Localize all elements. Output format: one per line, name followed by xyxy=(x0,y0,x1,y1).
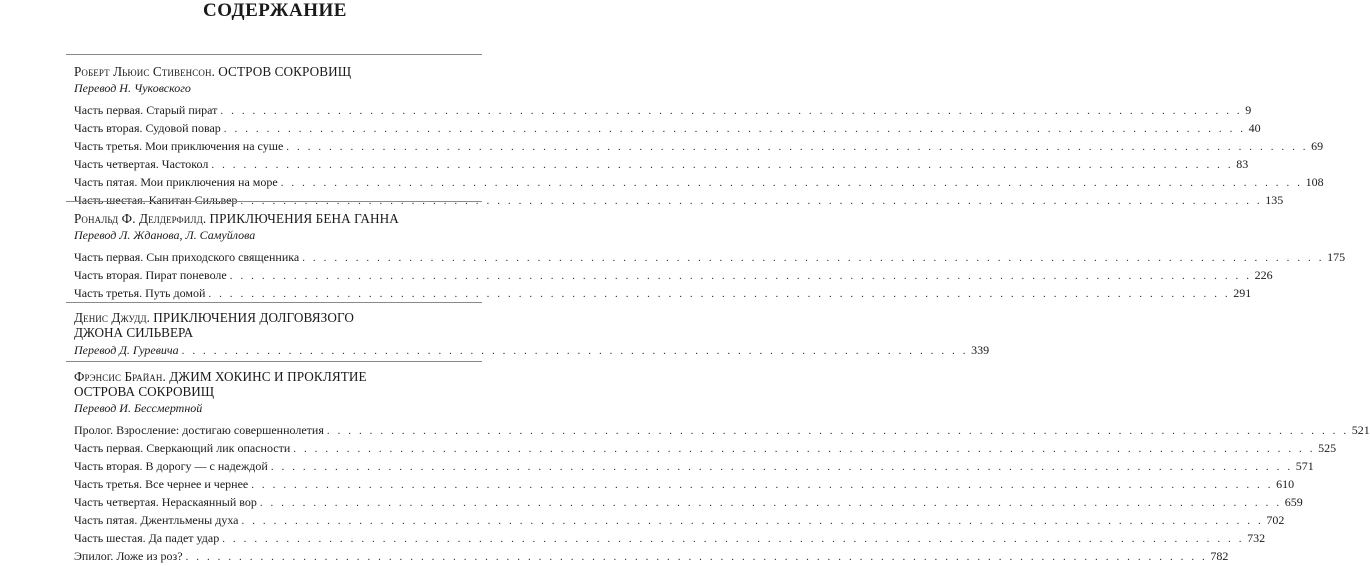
page-number: 732 xyxy=(1247,531,1266,545)
book-title-line-2: ДЖОНА СИЛЬВЕРА xyxy=(74,325,194,340)
section-divider xyxy=(66,302,482,303)
toc-entry[interactable] xyxy=(74,475,1295,493)
page-number: 226 xyxy=(1254,268,1273,282)
page-number: 525 xyxy=(1318,441,1337,455)
author-name: Фрэнсис Брайан. xyxy=(74,369,166,384)
toc-entry[interactable] xyxy=(74,266,1273,284)
translator-credit: Перевод Д. Гуревича xyxy=(74,343,179,357)
toc-entry[interactable] xyxy=(74,547,1229,565)
toc-entry[interactable] xyxy=(74,284,1252,302)
page-number: 339 xyxy=(971,343,990,357)
toc-entry[interactable] xyxy=(74,439,1337,457)
chapter-title: Эпилог. Ложе из роз? xyxy=(74,549,183,563)
page-number: 83 xyxy=(1236,157,1249,171)
chapter-title: Часть четвертая. Нераскаянный вор xyxy=(74,495,257,509)
translator-credit: Перевод И. Бессмертной xyxy=(74,401,203,415)
dot-leader xyxy=(281,174,1303,192)
translator-credit: Перевод Л. Жданова, Л. Самуйлова xyxy=(74,228,256,242)
author-name: Денис Джудд. xyxy=(74,310,150,325)
toc-entry[interactable] xyxy=(74,342,990,358)
toc-section-treasure-island xyxy=(74,64,1324,209)
toc-entry[interactable] xyxy=(74,493,1303,511)
toc-section-jim-hawkins xyxy=(74,369,1370,565)
toc-entry[interactable] xyxy=(74,191,1284,209)
chapter-title: Часть вторая. Пират поневоле xyxy=(74,268,227,282)
chapter-title: Часть шестая. Да падет удар xyxy=(74,531,220,545)
toc-entry[interactable] xyxy=(74,457,1314,475)
page-number: 108 xyxy=(1305,175,1324,189)
chapter-title: Часть пятая. Мои приключения на море xyxy=(74,175,278,189)
page-title: СОДЕРЖАНИЕ xyxy=(203,0,347,21)
section-divider xyxy=(66,201,482,202)
chapter-title: Пролог. Взросление: достигаю совершеннолетия xyxy=(74,423,324,437)
toc-entry[interactable] xyxy=(74,511,1285,529)
section-heading xyxy=(74,310,482,325)
chapter-title: Часть вторая. Судовой повар xyxy=(74,121,221,135)
toc-entry[interactable] xyxy=(74,155,1249,173)
chapter-title: Часть третья. Все чернее и чернее xyxy=(74,477,249,491)
toc-entry[interactable] xyxy=(74,248,1346,266)
chapter-title: Часть шестая. Капитан Сильвер xyxy=(74,193,238,207)
chapter-title: Часть первая. Старый пират xyxy=(74,103,218,117)
dot-leader xyxy=(327,422,1349,440)
toc-section-ben-gunn xyxy=(74,211,1346,302)
dot-leader xyxy=(251,476,1273,494)
section-divider xyxy=(66,361,482,362)
dot-leader xyxy=(293,440,1315,458)
toc-entry[interactable] xyxy=(74,101,1252,119)
chapter-title: Часть вторая. В дорогу — с надеждой xyxy=(74,459,268,473)
toc-entry[interactable] xyxy=(74,421,1370,439)
book-title-line-1: ПРИКЛЮЧЕНИЯ ДОЛГОВЯЗОГО xyxy=(153,310,355,325)
chapter-title: Часть первая. Сын приходского священника xyxy=(74,250,300,264)
dot-leader xyxy=(224,120,1246,138)
page-number: 571 xyxy=(1295,459,1314,473)
book-title: ПРИКЛЮЧЕНИЯ БЕНА ГАННА xyxy=(209,211,399,226)
page-number: 610 xyxy=(1276,477,1295,491)
page-number: 9 xyxy=(1245,103,1252,117)
chapter-list xyxy=(74,248,1346,302)
page-number: 135 xyxy=(1265,193,1284,207)
author-name: Роберт Льюис Стивенсон. xyxy=(74,64,215,79)
dot-leader xyxy=(211,156,1233,174)
chapter-list xyxy=(74,101,1324,209)
dot-leader xyxy=(260,494,1282,512)
chapter-title: Часть третья. Мои приключения на суше xyxy=(74,139,284,153)
dot-leader xyxy=(186,548,1208,566)
dot-leader xyxy=(222,530,1244,548)
dot-leader: . . . . . . . . . . . . . . . . . . . . . . . . . . . . . . . . . . . . . . . . . . . . . . . . . . . . . . . . . . . . . . . . . . . . . . . . . . xyxy=(181,345,969,357)
dot-leader xyxy=(230,267,1252,285)
author-name: Рональд Ф. Делдерфилд. xyxy=(74,211,207,226)
dot-leader xyxy=(208,285,1230,303)
toc-entry[interactable] xyxy=(74,119,1261,137)
book-title-line-2: ОСТРОВА СОКРОВИЩ xyxy=(74,384,215,399)
page-number: 175 xyxy=(1327,250,1346,264)
chapter-list xyxy=(74,421,1370,565)
section-heading xyxy=(74,64,482,79)
page-number: 291 xyxy=(1233,286,1252,300)
chapter-title: Часть третья. Путь домой xyxy=(74,286,206,300)
page-number: 521 xyxy=(1351,423,1370,437)
book-title: ОСТРОВ СОКРОВИЩ xyxy=(218,64,352,79)
page-number: 69 xyxy=(1311,139,1324,153)
chapter-title: Часть пятая. Джентльмены духа xyxy=(74,513,239,527)
page-number: 702 xyxy=(1266,513,1285,527)
dot-leader xyxy=(286,138,1308,156)
dot-leader xyxy=(302,249,1324,267)
book-title-line-1: ДЖИМ ХОКИНС И ПРОКЛЯТИЕ xyxy=(169,369,367,384)
dot-leader xyxy=(242,512,1264,530)
page-number: 659 xyxy=(1284,495,1303,509)
toc-entry[interactable] xyxy=(74,173,1324,191)
dot-leader xyxy=(220,102,1242,120)
chapter-title: Часть четвертая. Частокол xyxy=(74,157,209,171)
toc-entry[interactable] xyxy=(74,137,1324,155)
section-heading xyxy=(74,369,482,384)
dot-leader xyxy=(271,458,1293,476)
toc-section-long-john-silver xyxy=(74,310,990,358)
chapter-title: Часть первая. Сверкающий лик опасности xyxy=(74,441,291,455)
translator-credit: Перевод Н. Чуковского xyxy=(74,81,191,95)
page-number: 782 xyxy=(1210,549,1229,563)
toc-entry[interactable] xyxy=(74,529,1266,547)
section-divider xyxy=(66,54,482,55)
page-number: 40 xyxy=(1248,121,1261,135)
section-heading xyxy=(74,211,482,226)
